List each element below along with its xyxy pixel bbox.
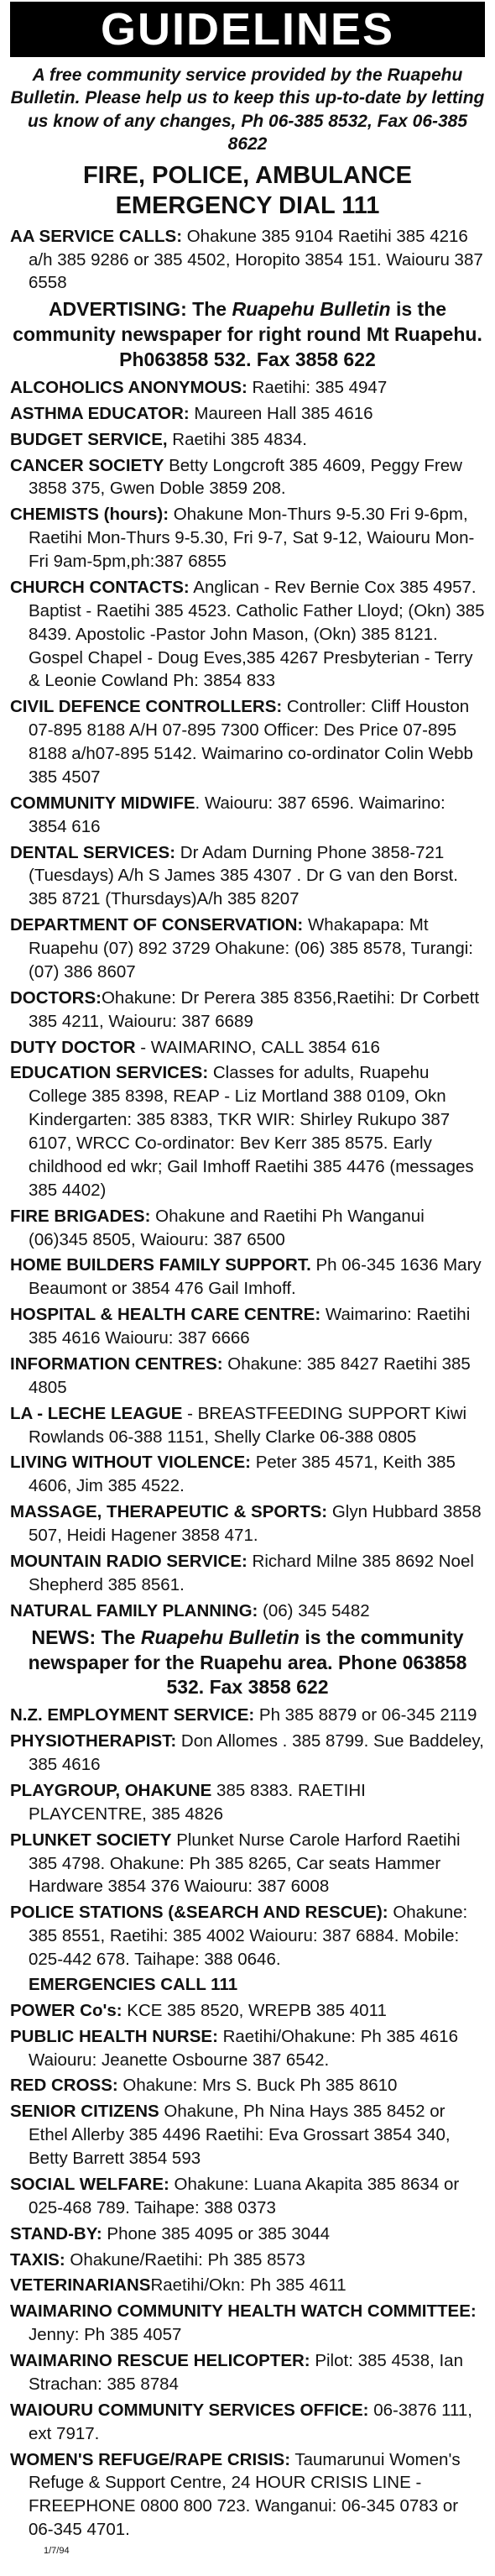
entry-label: ALCOHOLICS ANONYMOUS:: [10, 377, 248, 397]
directory-entry: [10, 1704, 485, 1727]
entry-label: WOMEN'S REFUGE/RAPE CRISIS:: [10, 2449, 291, 2469]
directory-entry: [10, 1779, 485, 1826]
directory-entry: [10, 2025, 485, 2072]
directory-entry: [10, 1353, 485, 1400]
notice-rest: is the community newspaper for right round Mt Ruapehu. Ph063858 532. Fax 3858 622: [13, 298, 482, 371]
entry-label: PLUNKET SOCIETY: [10, 1830, 172, 1850]
directory-entry: [10, 1550, 485, 1597]
directory-entry: [10, 2399, 485, 2446]
entry-details: Maureen Hall 385 4616: [189, 403, 373, 423]
directory-entry: [10, 2249, 485, 2272]
date-stamp: 1/7/94: [44, 2546, 70, 2557]
directory-entry: [10, 1205, 485, 1252]
entry-details: Ph 06-345 1636 Mary Beaumont or 3854 476 Gail Imhoff.: [29, 1255, 482, 1299]
entry-details: Betty Longcroft 385 4609, Peggy Frew 3858 375, Gwen Doble 3859 208.: [29, 455, 462, 499]
entry-label: RED CROSS:: [10, 2076, 118, 2096]
entry-details: Richard Milne 385 8692 Noel Shepherd 385 8561.: [29, 1551, 474, 1594]
entry-label: DOCTORS:: [10, 987, 102, 1008]
directory-entry: [10, 428, 485, 452]
directory-entry: [10, 1303, 485, 1350]
directory-entry: [10, 1999, 485, 2023]
intro-text: A free community service provided by the Ruapehu Bulletin. Please help us to keep this up-to-date by letting us know of any changes, Ph 06-385 8532, Fax 06-385 8622: [10, 65, 485, 154]
entry-details: Raetihi: 385 4947: [247, 377, 388, 397]
entry-details: Raetihi/Okn: Ph 385 4611: [150, 2275, 346, 2296]
entry-label: POLICE STATIONS (&SEARCH AND RESCUE):: [10, 1903, 388, 1923]
entry-details: Raetihi 385 4834.: [167, 429, 307, 449]
entry-label: EDUCATION SERVICES:: [10, 1063, 209, 1083]
emergency-heading: FIRE, POLICE, AMBULANCE EMERGENCY DIAL 111: [82, 162, 413, 220]
directory-entry: [10, 1036, 485, 1060]
entry-label: DUTY DOCTOR: [10, 1037, 136, 1057]
directory-entry: [10, 2100, 485, 2170]
entry-label: MASSAGE, THERAPEUTIC & SPORTS:: [10, 1502, 328, 1522]
directory-entry: [10, 376, 485, 400]
entry-label: MOUNTAIN RADIO SERVICE:: [10, 1551, 248, 1571]
entry-label: LA - LECHE LEAGUE: [10, 1403, 183, 1423]
notice-lead: NEWS: The: [31, 1626, 141, 1648]
directory-entry: [10, 2074, 485, 2097]
entry-details: Controller: Cliff Houston 07-895 8188 A/H 07-895 7300 Officer: Des Price 07-895 8188 a/h07-895 5142. Waimarino co-ordinator Colin Webb 385 4507: [29, 697, 473, 787]
directory-entry: [10, 1500, 485, 1547]
masthead: [10, 2, 485, 57]
entry-label: WAIMARINO COMMUNITY HEALTH WATCH COMMITTEE:: [10, 2301, 477, 2322]
entry-details: Ohakune: 385 8427 Raetihi 385 4805: [29, 1353, 471, 1397]
entry-details: Ph 385 8879 or 06-345 2119: [254, 1705, 477, 1725]
entry-details: Ohakune, Ph Nina Hays 385 8452 or Ethel Allerby 385 4496 Raetihi: Eva Grossart 3854 340, Betty Barrett 3854 593: [29, 2102, 451, 2169]
entry-label: AA SERVICE CALLS:: [10, 226, 183, 246]
entry-label: TAXIS:: [10, 2249, 65, 2270]
directory-entry: [10, 576, 485, 693]
directory-entry: [10, 841, 485, 912]
entry-label: CHURCH CONTACTS:: [10, 577, 190, 597]
entry-details: . Waiouru: 387 6596. Waimarino: 3854 616: [29, 793, 446, 836]
directory-entry: [10, 1829, 485, 1899]
entry-details: KCE 385 8520, WREPB 385 4011: [122, 2000, 387, 2020]
directory-entry: [10, 454, 485, 501]
entry-details: Glyn Hubbard 3858 507, Heidi Hagener 3858 471.: [29, 1502, 482, 1546]
directory-entry: [10, 1451, 485, 1498]
entry-details: Ohakune 385 9104 Raetihi 385 4216 a/h 385 9286 or 385 4502, Horopito 3854 151. Waiouru 387 6558: [29, 226, 483, 293]
entry-details: Whakapapa: Mt Ruapehu (07) 892 3729 Ohakune: (06) 385 8578, Turangi: (07) 386 8607: [29, 915, 473, 982]
entry-label: PUBLIC HEALTH NURSE:: [10, 2026, 218, 2046]
entry-details: 385 8383. RAETIHI PLAYCENTRE, 385 4826: [29, 1780, 366, 1824]
entry-label: PLAYGROUP, OHAKUNE: [10, 1780, 212, 1800]
directory-entry: [10, 225, 485, 296]
entry-label: N.Z. EMPLOYMENT SERVICE:: [10, 1705, 255, 1725]
entry-label: SOCIAL WELFARE:: [10, 2174, 169, 2194]
entry-details: Ohakune and Raetihi Ph Wanganui (06)345 8505, Waiouru: 387 6500: [29, 1206, 425, 1249]
entry-details: Pilot: 385 4538, Ian Strachan: 385 8784: [29, 2351, 463, 2394]
entry-label: BUDGET SERVICE,: [10, 429, 168, 449]
directory-entry: [10, 1402, 485, 1449]
entry-label: WAIOURU COMMUNITY SERVICES OFFICE:: [10, 2400, 369, 2420]
entry-details: Raetihi/Ohakune: Ph 385 4616 Waiouru: Jeanette Osbourne 387 6542.: [29, 2026, 458, 2070]
entry-details: Ohakune: 385 8551, Raetihi: 385 4002 Waiouru: 387 6884. Mobile: 025-442 678. Taihape: 388 0646.: [29, 1903, 468, 1970]
entry-label: LIVING WITHOUT VIOLENCE:: [10, 1453, 251, 1473]
entry-details: - BREASTFEEDING SUPPORT Kiwi Rowlands 06-388 1151, Shelly Clarke 06-388 0805: [29, 1403, 467, 1447]
page-title: GUIDELINES: [100, 4, 395, 55]
directory-section-b: [10, 376, 485, 1623]
entry-details: Dr Adam Durning Phone 3858-721 (Tuesdays) A/h S James 385 4307 . Dr G van den Borst. 385 8721 (Thursdays)A/h 385 8207: [29, 842, 458, 909]
directory-entry: [10, 2223, 485, 2246]
police-emergency-line: EMERGENCIES CALL 111: [29, 1974, 238, 1994]
entry-details: 06-3876 111, ext 7917.: [29, 2400, 472, 2443]
directory-entry: [10, 792, 485, 839]
directory-entry: [10, 2448, 485, 2542]
entry-label: DENTAL SERVICES:: [10, 842, 176, 862]
directory-entry: [10, 1901, 485, 1971]
entry-label: WAIMARINO RESCUE HELICOPTER:: [10, 2351, 310, 2371]
entry-details: Anglican - Rev Bernie Cox 385 4957. Baptist - Raetihi 385 4523. Catholic Father Lloyd; (Okn) 385 8439. Apostolic -Pastor John Mason, (Okn) 385 8121. Gospel Chapel - Doug Eves,385 4267 Presbyterian - Terry & Leonie Cowland Ph: 3854 833: [29, 577, 485, 691]
directory-entry: [10, 2173, 485, 2220]
entry-details: Classes for adults, Ruapehu College 385 8398, REAP - Liz Mortland 388 0109, Okn Kindergarten: 385 8383, TKR WIR: Shirley Rukupo 387 6107, WRCC Co-ordinator: Bev Kerr 385 8575. Early childhood ed wkr; Gail Imhoff Raetihi 385 4476 (messages 385 4402): [29, 1063, 474, 1200]
entry-details: Ohakune/Raetihi: Ph 385 8573: [65, 2249, 305, 2270]
entry-label: COMMUNITY MIDWIFE: [10, 793, 195, 813]
directory-section-c: [10, 1704, 485, 1971]
directory-entry: [10, 402, 485, 426]
directory-entry: [10, 503, 485, 573]
entry-label: SENIOR CITIZENS: [10, 2102, 159, 2122]
advertising-notice: [10, 297, 485, 373]
directory-section-a: [10, 225, 485, 296]
directory-section-d: [10, 1999, 485, 2542]
directory-entry: [10, 1730, 485, 1777]
entry-label: CANCER SOCIETY: [10, 455, 164, 475]
entry-label: INFORMATION CENTRES:: [10, 1353, 223, 1374]
entry-details: - WAIMARINO, CALL 3854 616: [135, 1037, 380, 1057]
directory-entry: [10, 914, 485, 984]
entry-details: Peter 385 4571, Keith 385 4606, Jim 385 4522.: [29, 1453, 456, 1496]
entry-label: FIRE BRIGADES:: [10, 1206, 151, 1226]
publication-name: Ruapehu Bulletin: [232, 298, 391, 321]
news-notice: [10, 1626, 485, 1701]
entry-details: Taumarunui Women's Refuge & Support Centre, 24 HOUR CRISIS LINE - FREEPHONE 0800 800 723. Wanganui: 06-345 0783 or 06-345 4701.: [29, 2449, 461, 2540]
directory-entry: [10, 1061, 485, 1202]
directory-entry: [10, 695, 485, 789]
entry-details: Ohakune Mon-Thurs 9-5.30 Fri 9-6pm, Raetihi Mon-Thurs 9-5.30, Fri 9-7, Sat 9-12, Waiouru Mon-Fri 9am-5pm,ph:387 6855: [29, 505, 475, 572]
entry-label: PHYSIOTHERAPIST:: [10, 1731, 177, 1751]
entry-details: Waimarino: Raetihi 385 4616 Waiouru: 387 6666: [29, 1305, 471, 1348]
entry-label: NATURAL FAMILY PLANNING:: [10, 1600, 258, 1620]
entry-label: STAND-BY:: [10, 2223, 102, 2244]
directory-entry: [10, 1600, 485, 1623]
entry-label: CIVIL DEFENCE CONTROLLERS:: [10, 697, 283, 717]
entry-details: (06) 345 5482: [258, 1600, 370, 1620]
entry-label: POWER Co's:: [10, 2000, 122, 2020]
directory-entry: [10, 987, 485, 1034]
entry-label: HOME BUILDERS FAMILY SUPPORT.: [10, 1255, 311, 1275]
entry-label: VETERINARIANS: [10, 2275, 151, 2296]
entry-details: Ohakune: Dr Perera 385 8356,Raetihi: Dr Corbett 385 4211, Waiouru: 387 6689: [29, 987, 480, 1031]
entry-details: Ohakune: Luana Akapita 385 8634 or 025-468 789. Taihape: 388 0373: [29, 2174, 460, 2217]
entry-label: DEPARTMENT OF CONSERVATION:: [10, 915, 304, 935]
notice-lead: ADVERTISING: The: [48, 298, 232, 321]
directory-entry: [10, 2300, 485, 2347]
publication-name: Ruapehu Bulletin: [140, 1626, 300, 1648]
directory-entry: [10, 1254, 485, 1301]
entry-details: Don Allomes . 385 8799. Sue Baddeley, 385 4616: [29, 1731, 484, 1775]
entry-label: HOSPITAL & HEALTH CARE CENTRE:: [10, 1305, 321, 1325]
notice-rest: is the community newspaper for the Ruapehu area. Phone 063858 532. Fax 3858 622: [28, 1626, 467, 1699]
entry-details: Phone 385 4095 or 385 3044: [102, 2223, 330, 2244]
entry-label: ASTHMA EDUCATOR:: [10, 403, 190, 423]
entry-details: Plunket Nurse Carole Harford Raetihi 385 4798. Ohakune: Ph 385 8265, Car seats Hammer Hardware 3854 376 Waiouru: 387 6008: [29, 1830, 461, 1897]
entry-label: CHEMISTS (hours):: [10, 505, 169, 525]
directory-entry: [10, 2349, 485, 2396]
entry-details: Ohakune: Mrs S. Buck Ph 385 8610: [117, 2076, 398, 2096]
entry-details: Jenny: Ph 385 4057: [29, 2325, 182, 2345]
directory-entry: [10, 2274, 485, 2297]
